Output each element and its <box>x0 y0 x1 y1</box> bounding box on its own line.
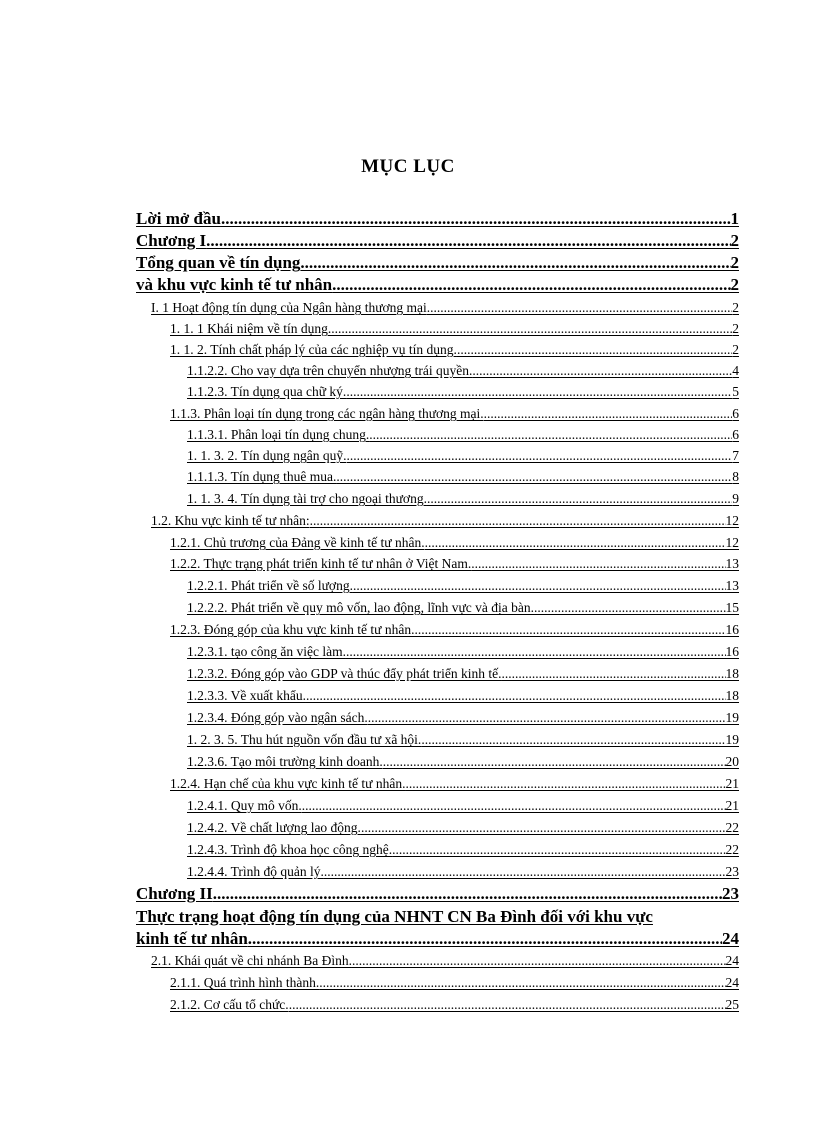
toc-entry-1-2-3-6[interactable] <box>187 751 739 772</box>
toc-leader <box>328 318 732 339</box>
toc-leader <box>353 575 726 596</box>
toc-entry-status-heading[interactable] <box>136 928 739 950</box>
toc-leader <box>302 795 726 816</box>
toc-leader <box>336 466 732 487</box>
toc-entry-label: 1.2.1. Chủ trương của Đảng về kinh tế tư nhân. <box>170 535 425 550</box>
toc-entry-1-2-3-5[interactable] <box>187 729 739 750</box>
toc-entry-label: 1.2.3.4. Đóng góp vào ngân sách. <box>187 710 368 725</box>
toc-entry-page: 19 <box>725 732 739 747</box>
toc-entry-label: 2.1. Khái quát về chi nhánh Ba Đình. <box>151 953 352 968</box>
toc-entry-label: 1.1.3.1. Phân loại tín dụng chung. <box>187 427 370 442</box>
toc-entry-intro[interactable] <box>136 208 739 230</box>
toc-entry-label: 1. 1. 1 Khái niệm về tín dụng <box>170 321 328 336</box>
toc-leader <box>457 339 732 360</box>
toc-leader <box>471 553 725 574</box>
toc-entry-label: 1.1.1.3. Tín dụng thuê mua. <box>187 469 337 484</box>
toc-entry-page: 22 <box>725 842 739 857</box>
toc-entry-1-2-4-4[interactable] <box>187 861 739 882</box>
toc-entry-1-1-1-3[interactable] <box>187 466 739 487</box>
toc-entry-1-2-2-2[interactable] <box>187 597 739 618</box>
toc-entry-page: 2 <box>732 321 739 336</box>
toc-entry-label: kinh tế tư nhân <box>136 929 248 948</box>
toc-entry-1-1-2[interactable] <box>170 339 739 360</box>
toc-entry-1-2-2-1[interactable] <box>187 575 739 596</box>
toc-entry-page: 18 <box>725 666 739 681</box>
toc-leader <box>369 424 732 445</box>
toc-entry-page: 2 <box>732 342 739 357</box>
toc-entry-label: 2.1.2. Cơ cấu tổ chức. <box>170 997 289 1012</box>
toc-entry-page: 21 <box>725 798 739 813</box>
toc-entry-label: I. 1 Hoạt động tín dụng của Ngân hàng thương mại <box>151 300 427 315</box>
toc-entry-1-1-2-2[interactable] <box>187 360 739 381</box>
toc-leader <box>352 950 726 971</box>
toc-entry-1-2-3-4[interactable] <box>187 707 739 728</box>
toc-entry-label: 1.2.4.4. Trình độ quản lý. <box>187 864 324 879</box>
toc-entry-page: 13 <box>725 578 739 593</box>
toc-leader <box>425 532 726 553</box>
toc-entry-1-2-4-2[interactable] <box>187 817 739 838</box>
toc-entry-1-2-3-3[interactable] <box>187 685 739 706</box>
toc-leader <box>306 685 726 706</box>
toc-entry-1-2-4-3[interactable] <box>187 839 739 860</box>
toc-leader <box>206 230 730 252</box>
toc-leader <box>484 403 733 424</box>
toc-leader <box>534 597 725 618</box>
toc-entry-1-2-3[interactable] <box>170 619 739 640</box>
toc-entry-page: 2 <box>730 253 739 272</box>
toc-entry-label: 1.2.4. Hạn chế của khu vực kinh tế tư nhân. <box>170 776 406 791</box>
toc-entry-page: 6 <box>732 406 739 421</box>
toc-entry-page: 24 <box>722 929 739 948</box>
toc-entry-page: 16 <box>725 622 739 637</box>
toc-leader <box>361 817 726 838</box>
toc-entry-label: 1.2.3. Đóng góp của khu vực kinh tế tư nhân. <box>170 622 415 637</box>
toc-entry-chapter-1[interactable] <box>136 230 739 252</box>
toc-leader <box>501 663 725 684</box>
toc-leader <box>414 619 725 640</box>
toc-entry-page: 16 <box>725 644 739 659</box>
toc-leader <box>310 510 726 531</box>
toc-entry-label: Chương II <box>136 884 213 903</box>
toc-leader <box>319 972 725 993</box>
toc-entry-label: 1.2.2.2. Phát triển về quy mô vốn, lao động, lĩnh vực và địa bàn. <box>187 600 535 615</box>
toc-entry-page: 12 <box>725 535 739 550</box>
toc-entry-2-1-1[interactable] <box>170 972 739 993</box>
toc-leader <box>213 883 722 905</box>
toc-entry-overview[interactable] <box>136 252 739 274</box>
toc-entry-label: 1.1.2.2. Cho vay dựa trên chuyển nhượng trái quyền. <box>187 363 473 378</box>
toc-entry-page: 23 <box>725 864 739 879</box>
toc-entry-page: 7 <box>732 448 739 463</box>
toc-leader <box>332 274 730 296</box>
toc-entry-page: 24 <box>725 975 739 990</box>
toc-entry-label: 1.2.4.3. Trình độ khoa học công nghệ. <box>187 842 393 857</box>
toc-entry-label: 2.1.1. Quá trình hình thành. <box>170 975 320 990</box>
toc-entry-page: 23 <box>722 884 739 903</box>
toc-entry-1-2-3-1[interactable] <box>187 641 739 662</box>
toc-leader <box>421 729 725 750</box>
toc-entry-label: 1.2.3.3. Về xuất khẩu. <box>187 688 306 703</box>
toc-entry-label: 1. 2. 3. 5. Thu hút nguồn vốn đầu tư xã hội. <box>187 732 422 747</box>
toc-leader <box>300 252 730 274</box>
toc-leader <box>427 488 732 509</box>
toc-entry-page: 2 <box>730 231 739 250</box>
toc-entry-1-2-3-2[interactable] <box>187 663 739 684</box>
toc-entry-page: 13 <box>725 556 739 571</box>
toc-entry-1-1-3-1[interactable] <box>187 424 739 445</box>
toc-entry-label: 1.2.2.1. Phát triển về số lượng. <box>187 578 353 593</box>
toc-entry-label: 1. 1. 3. 2. Tín dụng ngân quỹ. <box>187 448 347 463</box>
toc-entry-1-2[interactable] <box>151 510 739 531</box>
toc-entry-page: 5 <box>732 384 739 399</box>
toc-entry-1-1[interactable] <box>151 297 739 318</box>
toc-leader <box>324 861 726 882</box>
toc-entry-2-1[interactable] <box>151 950 739 971</box>
toc-leader <box>346 641 726 662</box>
toc-leader <box>392 839 725 860</box>
toc-entry-private-sector[interactable] <box>136 274 739 296</box>
toc-entry-page: 1 <box>730 209 739 228</box>
toc-entry-label: Chương I <box>136 231 207 250</box>
toc-entry-label: 1.2.3.1. tạo công ăn việc làm. <box>187 644 346 659</box>
toc-entry-label: 1.2.3.6. Tạo môi trường kinh doanh. <box>187 754 383 769</box>
toc-entry-page: 2 <box>730 275 739 294</box>
toc-entry-label: Tổng quan về tín dụng <box>136 253 301 272</box>
toc-entry-2-1-2[interactable] <box>170 994 739 1015</box>
toc-entry-page: 9 <box>732 491 739 506</box>
toc-entry-page: 22 <box>725 820 739 835</box>
toc-entry-label: 1.2.4.2. Về chất lượng lao động. <box>187 820 361 835</box>
toc-entry-1-1-2-3[interactable] <box>187 381 739 402</box>
toc-entry-1-2-4-1[interactable] <box>187 795 739 816</box>
toc-entry-chapter-2[interactable] <box>136 883 739 905</box>
toc-entry-page: 24 <box>725 953 739 968</box>
toc-entry-label: 1.2.3.2. Đóng góp vào GDP và thúc đẩy phát triển kinh tế. <box>187 666 502 681</box>
toc-entry-label: và khu vực kinh tế tư nhân <box>136 275 333 294</box>
toc-entry-1-2-2[interactable] <box>170 553 739 574</box>
toc-leader <box>248 928 722 950</box>
toc-entry-1-1-3-2[interactable] <box>187 445 739 466</box>
toc-entry-page: 15 <box>725 600 739 615</box>
toc-leader <box>427 297 732 318</box>
toc-entry-1-1-1[interactable] <box>170 318 739 339</box>
toc-entry-status-heading-line[interactable] <box>136 906 742 928</box>
toc-entry-page: 2 <box>732 300 739 315</box>
toc-leader <box>368 707 726 728</box>
toc-entry-page: 4 <box>732 363 739 378</box>
toc-entry-1-1-3-4[interactable] <box>187 488 739 509</box>
toc-entry-page: 18 <box>725 688 739 703</box>
toc-entry-label: 1.2.4.1. Quy mô vốn. <box>187 798 302 813</box>
toc-entry-1-1-3[interactable] <box>170 403 739 424</box>
toc-entry-page: 21 <box>725 776 739 791</box>
toc-entry-label: 1.2. Khu vực kinh tế tư nhân: <box>151 513 310 528</box>
toc-entry-label: 1.2.2. Thực trạng phát triển kinh tế tư nhân ở Việt Nam. <box>170 556 472 571</box>
toc-entry-label: Lời mở đầu <box>136 209 221 228</box>
toc-entry-page: 6 <box>732 427 739 442</box>
toc-leader <box>383 751 726 772</box>
toc-entry-label: Thực trạng hoạt động tín dụng của NHNT CN Ba Đình đối với khu vực <box>136 907 653 926</box>
toc-entry-page: 19 <box>725 710 739 725</box>
toc-leader <box>289 994 726 1015</box>
toc-leader <box>347 445 733 466</box>
page-title: MỤC LỤC <box>361 156 455 177</box>
toc-entry-1-2-1[interactable] <box>170 532 739 553</box>
toc-entry-page: 25 <box>725 997 739 1012</box>
toc-entry-label: 1.1.2.3. Tín dụng qua chữ ký. <box>187 384 347 399</box>
toc-leader <box>221 208 731 230</box>
toc-entry-page: 20 <box>725 754 739 769</box>
toc-entry-label: 1. 1. 3. 4. Tín dụng tài trợ cho ngoại thương. <box>187 491 427 506</box>
toc-entry-label: 1.1.3. Phân loại tín dụng trong các ngân hàng thương mại. <box>170 406 484 421</box>
toc-leader <box>405 773 725 794</box>
toc-entry-label: 1. 1. 2. Tính chất pháp lý của các nghiệp vụ tín dụng. <box>170 342 457 357</box>
toc-leader <box>472 360 732 381</box>
toc-entry-page: 12 <box>725 513 739 528</box>
toc-entry-1-2-4[interactable] <box>170 773 739 794</box>
toc-entry-page: 8 <box>732 469 739 484</box>
toc-leader <box>346 381 732 402</box>
